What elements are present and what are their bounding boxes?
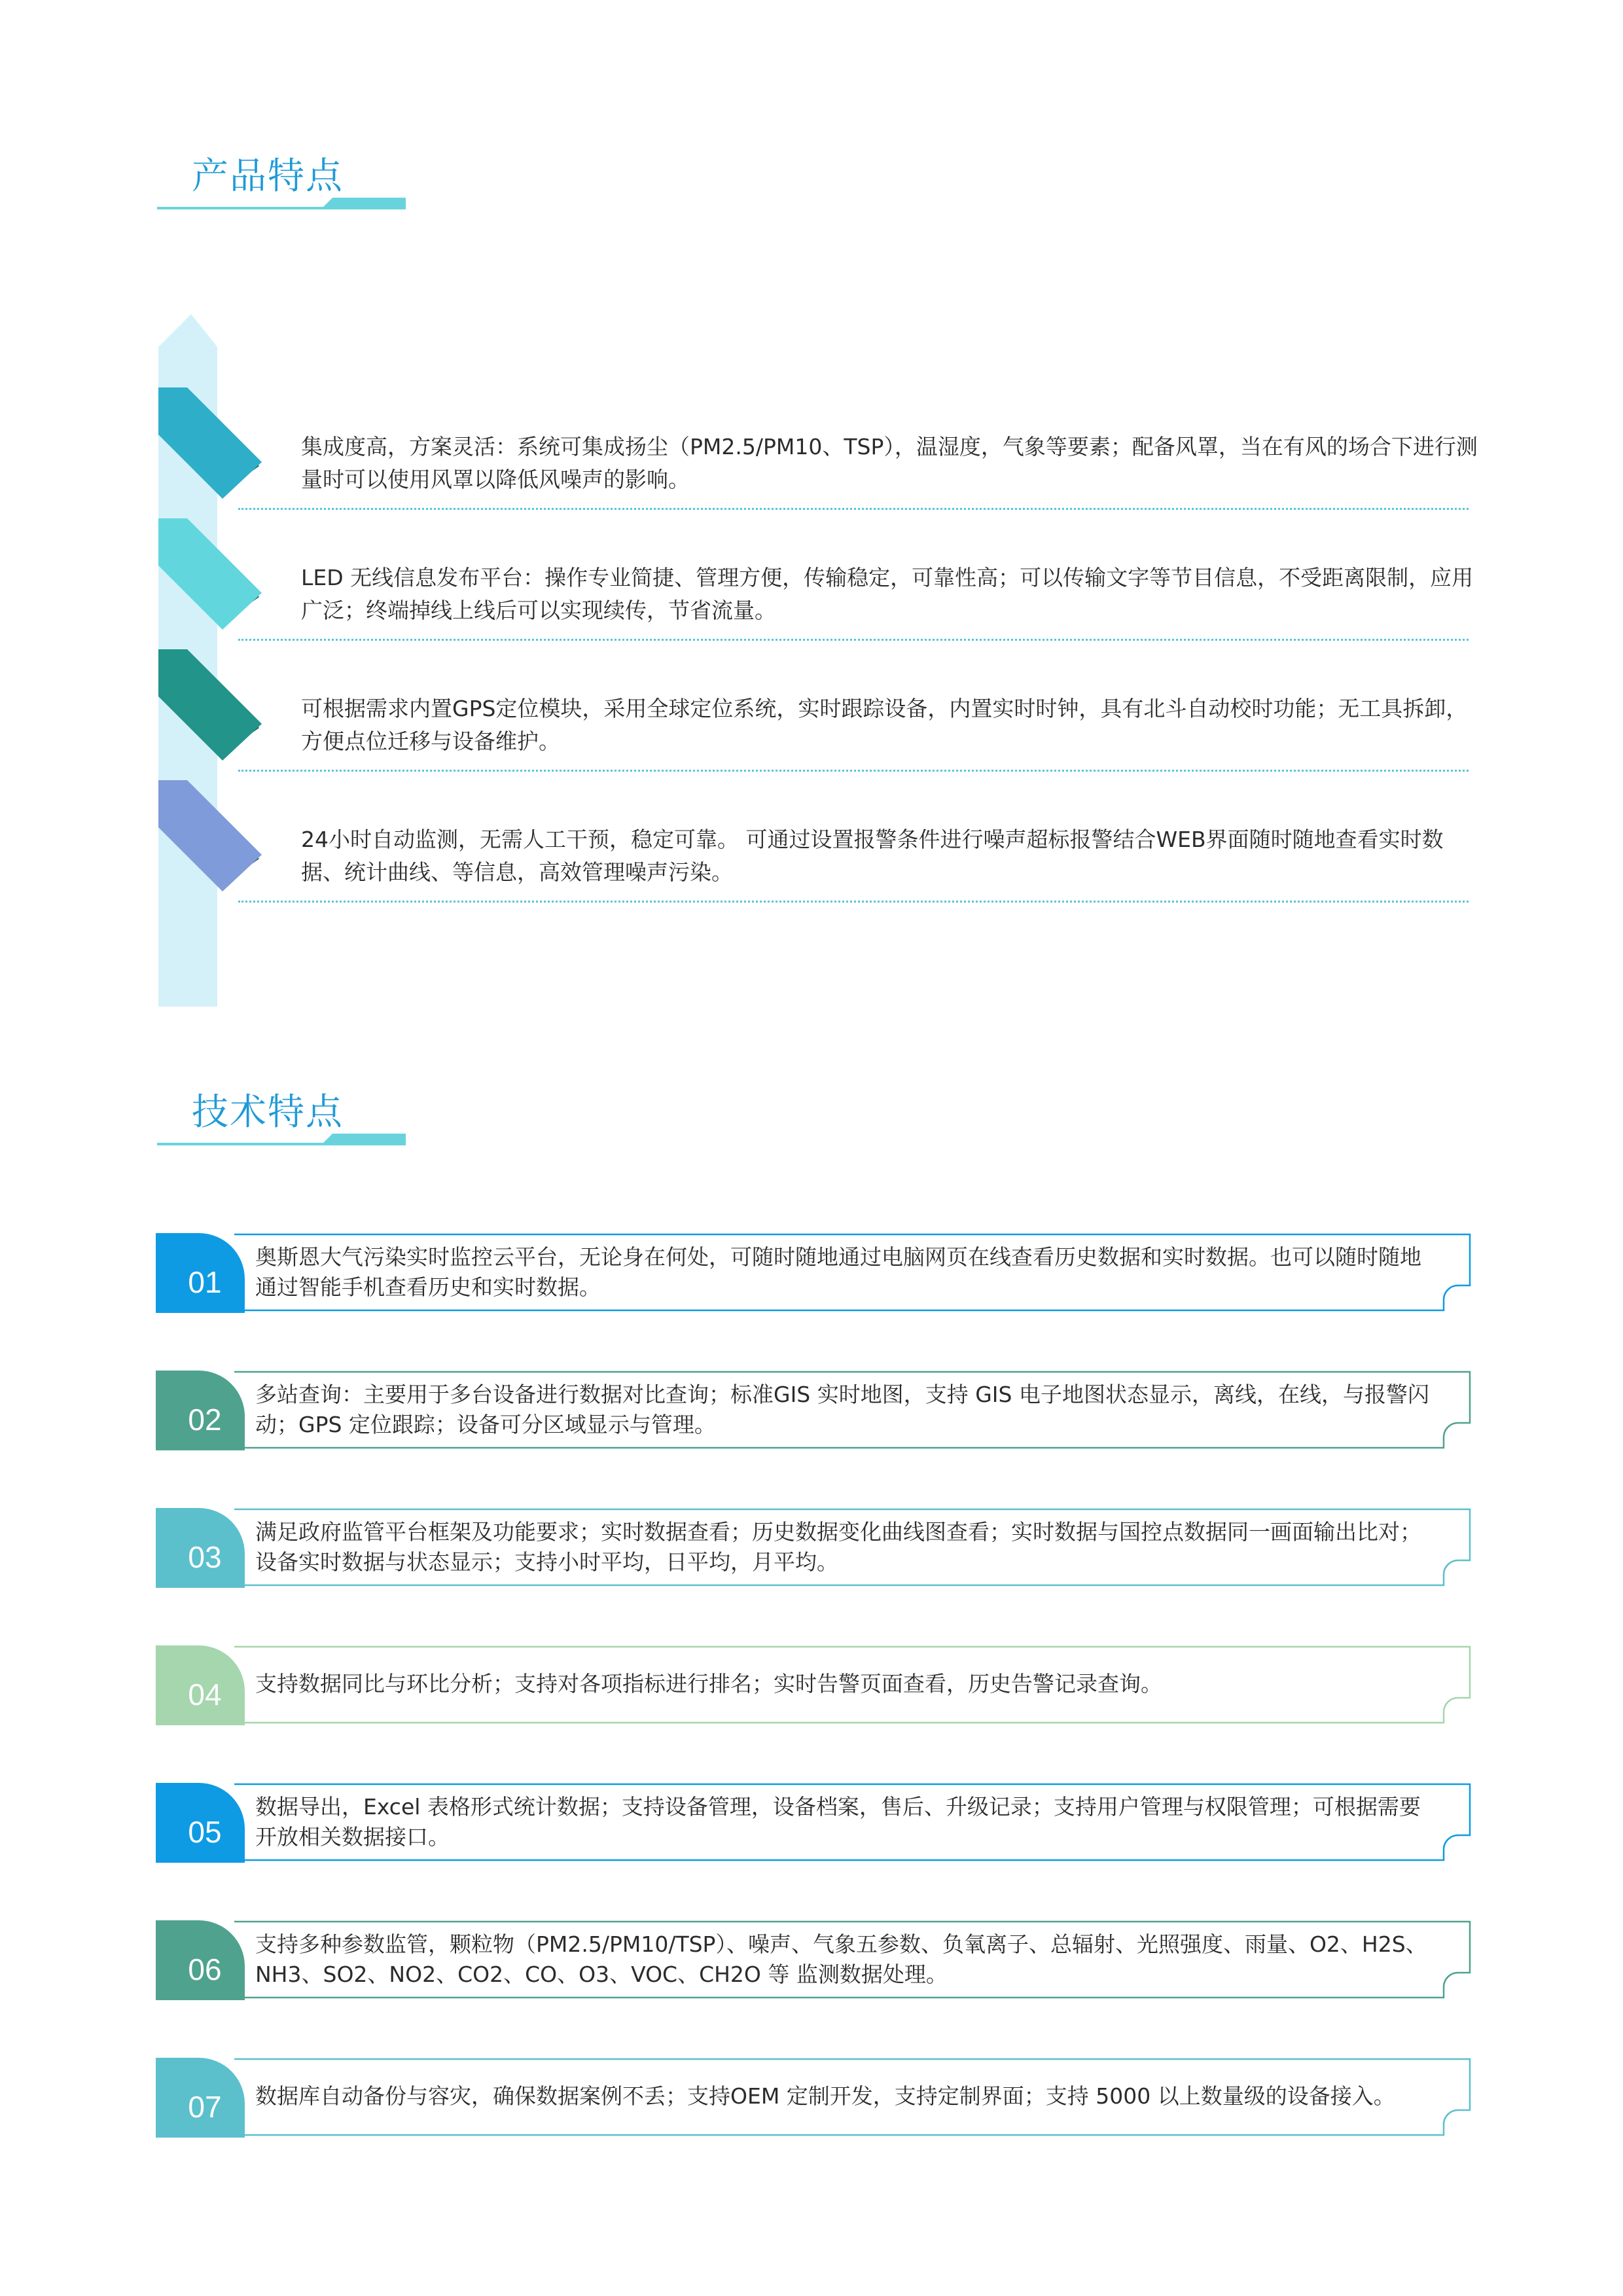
feature-divider xyxy=(238,770,1469,772)
feature-text: 可根据需求内置GPS定位模块，采用全球定位系统，实时跟踪设备，内置实时时钟，具有北斗自动校时功能；无工具拆卸，方便点位迁移与设备维护。 xyxy=(301,696,1468,754)
feature-divider xyxy=(238,901,1469,903)
tech-feature-number: 01 xyxy=(188,1265,222,1299)
feature-ribbon xyxy=(151,314,275,1008)
tech-feature-card xyxy=(156,2058,1472,2138)
tech-section-title: 技术特点 xyxy=(192,1091,344,1134)
tech-feature-text: 支持数据同比与环比分析；支持对各项指标进行排名；实时告警页面查看，历史告警记录查询。 xyxy=(255,1671,1162,1696)
tech-feature-number: 03 xyxy=(188,1540,222,1574)
tech-feature-text: 满足政府监管平台框架及功能要求；实时数据查看；历史数据变化曲线图查看；实时数据与国控点数据同一画面输出比对；设备实时数据与状态显示；支持小时平均，日平均，月平均。 xyxy=(255,1519,1421,1575)
tech-feature-text: 奥斯恩大气污染实时监控云平台，无论身在何处，可随时随地通过电脑网页在线查看历史数据和实时数据。也可以随时随地通过智能手机查看历史和实时数据。 xyxy=(255,1244,1421,1300)
feature-divider xyxy=(238,639,1469,641)
product-section-title: 产品特点 xyxy=(192,155,344,198)
tech-feature-number: 05 xyxy=(188,1815,222,1849)
tech-feature-card xyxy=(156,1645,1472,1725)
feature-text: LED 无线信息发布平台：操作专业简捷、管理方便，传输稳定，可靠性高；可以传输文字等节目信息，不受距离限制，应用广泛；终端掉线上线后可以实现续传，节省流量。 xyxy=(301,565,1474,623)
tech-feature-card xyxy=(156,1920,1472,2000)
tech-feature-number: 04 xyxy=(188,1677,222,1712)
feature-text: 集成度高，方案灵活：系统可集成扬尘（PM2.5/PM10、TSP），温湿度，气象等要素；配备风罩，当在有风的场合下进行测量时可以使用风罩以降低风噪声的影响。 xyxy=(301,434,1478,492)
tech-feature-card xyxy=(156,1783,1472,1863)
tech-feature-text: 支持多种参数监管，颗粒物（PM2.5/PM10/TSP）、噪声、气象五参数、负氧离子、总辐射、光照强度、雨量、O2、H2S、NH3、SO2、NO2、CO2、CO、O3、VOC、CH2O 等 监测数据处理。 xyxy=(255,1931,1427,1987)
tech-feature-card xyxy=(156,1508,1472,1588)
tech-feature-card xyxy=(156,1233,1472,1313)
tech-feature-number: 07 xyxy=(188,2090,222,2124)
tech-title-underline xyxy=(157,1134,406,1147)
feature-divider xyxy=(238,508,1469,510)
tech-feature-number: 06 xyxy=(188,1952,222,1986)
tech-feature-card xyxy=(156,1371,1472,1450)
feature-text: 24小时自动监测，无需人工干预，稳定可靠。 可通过设置报警条件进行噪声超标报警结合WEB界面随时随地查看实时数据、统计曲线、等信息，高效管理噪声污染。 xyxy=(301,827,1444,885)
tech-feature-number: 02 xyxy=(188,1403,222,1437)
product-title-underline xyxy=(157,198,406,211)
tech-feature-text: 数据导出，Excel 表格形式统计数据；支持设备管理，设备档案，售后、升级记录；支持用户管理与权限管理；可根据需要开放相关数据接口。 xyxy=(255,1794,1421,1850)
tech-feature-text: 多站查询：主要用于多台设备进行数据对比查询；标准GIS 实时地图，支持 GIS 电子地图状态显示，离线，在线，与报警闪动；GPS 定位跟踪；设备可分区域显示与管理。 xyxy=(255,1382,1429,1437)
tech-feature-text: 数据库自动备份与容灾，确保数据案例不丢；支持OEM 定制开发，支持定制界面；支持 5000 以上数量级的设备接入。 xyxy=(255,2083,1395,2109)
